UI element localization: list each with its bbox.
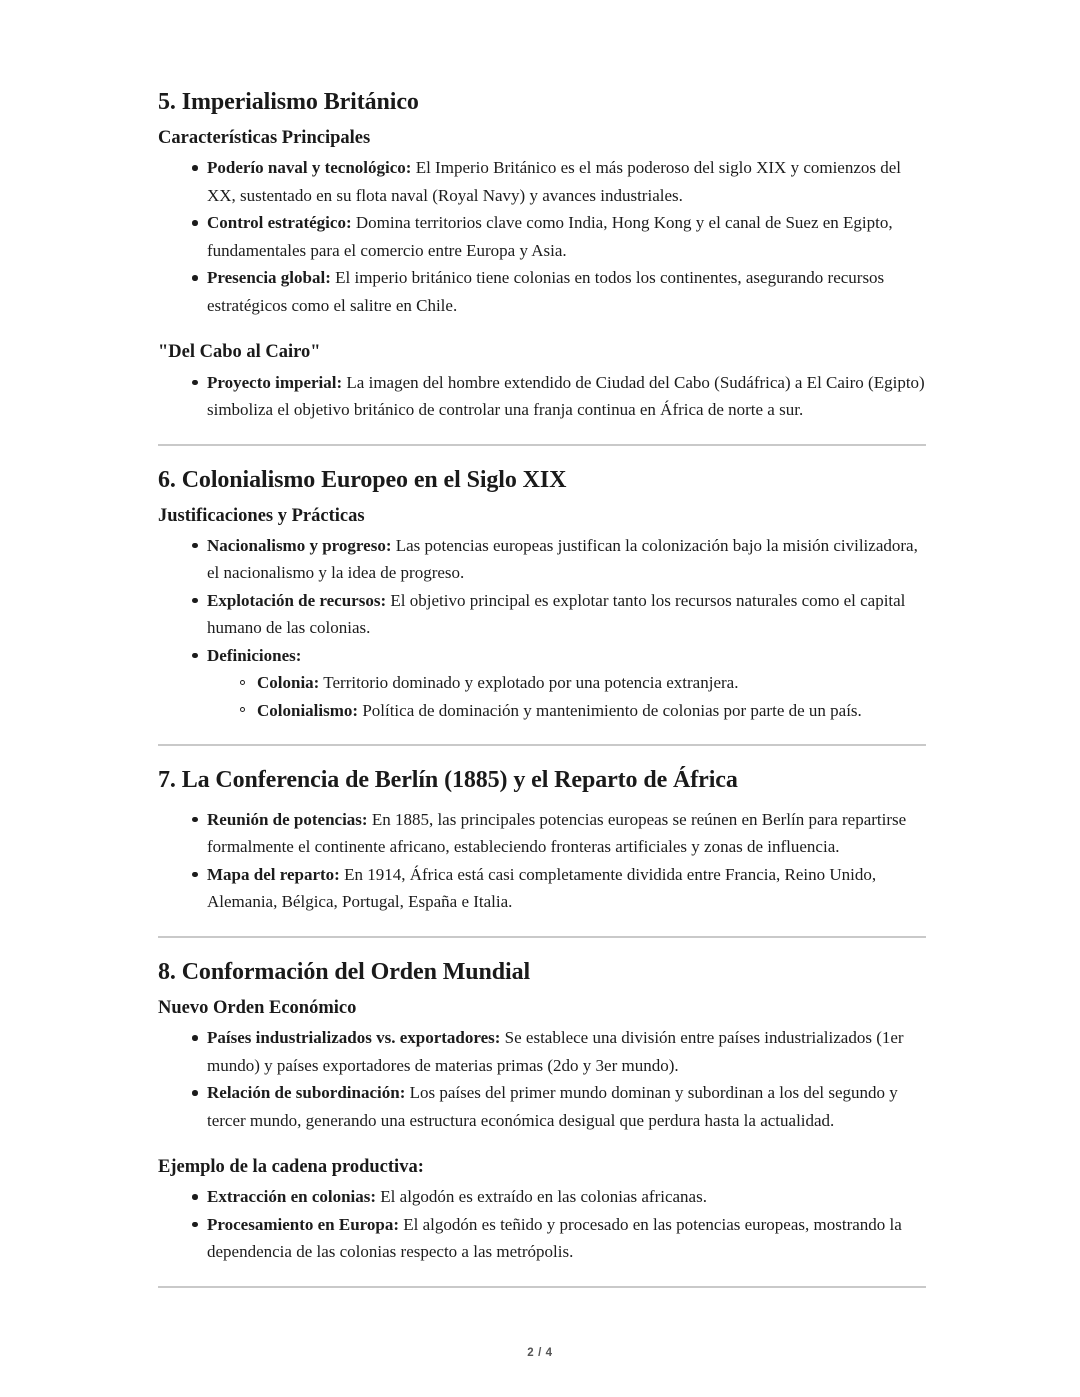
- list-item-text: En 1885, las principales potencias europeas se reúnen en Berlín para repartirse formalmente el continente africano, estableciendo fronteras artificiales y zonas de influencia.: [207, 809, 907, 857]
- list-item-lead: Extracción en colonias:: [207, 1187, 377, 1207]
- list-item-text: Política de dominación y mantenimiento de colonias por parte de un país.: [358, 700, 862, 720]
- list-item-text: El algodón es teñido y procesado en las potencias europeas, mostrando la dependencia de las colonias respecto a las metrópolis.: [207, 1214, 902, 1262]
- list-item-lead: Presencia global:: [207, 268, 331, 288]
- section-title: 5. Imperialismo Británico: [158, 89, 419, 115]
- list-item-lead: Explotación de recursos:: [207, 590, 387, 610]
- nested-bullet-list: [207, 669, 926, 724]
- dot-bullet-icon: [192, 380, 198, 386]
- dot-bullet-icon: [192, 1222, 198, 1228]
- list-item: [158, 1024, 926, 1079]
- section-divider: [158, 744, 926, 746]
- section-title: 6. Colonialismo Europeo en el Siglo XIX: [158, 466, 567, 493]
- subsection-heading: Nuevo Orden Económico: [158, 997, 357, 1018]
- section-title: 7. La Conferencia de Berlín (1885) y el Reparto de África: [158, 767, 738, 794]
- list-item-lead: Nacionalismo y progreso:: [207, 535, 392, 555]
- list-item: [158, 806, 926, 861]
- list-item: [158, 264, 926, 319]
- dot-bullet-icon: [192, 598, 198, 604]
- list-item: [158, 1079, 926, 1134]
- list-item-lead: Procesamiento en Europa:: [207, 1214, 400, 1234]
- dot-bullet-icon: [192, 872, 198, 878]
- section-divider: [158, 444, 926, 446]
- document-section: [158, 466, 926, 725]
- document-body: [158, 88, 926, 1288]
- subsection-heading: Ejemplo de la cadena productiva:: [158, 1157, 424, 1178]
- bullet-list: [158, 532, 926, 725]
- document-section: [158, 766, 926, 915]
- section-title: 8. Conformación del Orden Mundial: [158, 958, 531, 985]
- list-item-text: Los países del primer mundo dominan y subordinan a los del segundo y tercer mundo, generando una estructura económica desigual que perdura hasta la actualidad.: [207, 1083, 898, 1130]
- list-item: [158, 154, 926, 209]
- dot-bullet-icon: [192, 1090, 198, 1096]
- document-section: [158, 88, 926, 424]
- list-item-text: Territorio dominado y explotado por una potencia extranjera.: [319, 673, 739, 693]
- bullet-list: [158, 1024, 926, 1134]
- circle-bullet-icon: [240, 680, 245, 685]
- dot-bullet-icon: [192, 220, 198, 226]
- list-item-text: Las potencias europeas justifican la colonización bajo la misión civilizadora, el nacionalismo y la idea de progreso.: [207, 535, 918, 583]
- subsection-heading: Características Principales: [158, 128, 371, 149]
- list-item-text: El Imperio Británico es el más poderoso del siglo XIX y comienzos del XX, sustentado en su flota naval (Royal Navy) y avances industriales.: [207, 158, 902, 205]
- list-item: [158, 209, 926, 264]
- list-item-nested: [207, 697, 926, 725]
- list-item: [158, 861, 926, 916]
- list-item-lead: Definiciones:: [207, 645, 302, 665]
- list-item-lead: Reunión de potencias:: [207, 809, 368, 829]
- list-item: [158, 369, 926, 424]
- section-divider: [158, 936, 926, 938]
- list-item-text: La imagen del hombre extendido de Ciudad del Cabo (Sudáfrica) a El Cairo (Egipto) simboliza el objetivo británico de controlar una franja continua en África de norte a sur.: [207, 372, 925, 420]
- list-item-text: El imperio británico tiene colonias en todos los continentes, asegurando recursos estratégicos como el salitre en Chile.: [207, 268, 885, 315]
- dot-bullet-icon: [192, 275, 198, 281]
- list-item: [158, 1211, 926, 1266]
- bullet-list: [158, 154, 926, 319]
- list-item: [158, 1183, 926, 1211]
- page-number-footer: 2 / 4: [527, 1347, 553, 1359]
- list-item-lead: Control estratégico:: [207, 213, 352, 233]
- document-section: [158, 958, 926, 1266]
- list-item-lead: Proyecto imperial:: [207, 372, 343, 392]
- list-item-lead: Países industrializados vs. exportadores:: [207, 1028, 501, 1048]
- dot-bullet-icon: [192, 1194, 198, 1200]
- list-item-lead: Colonialismo:: [257, 700, 359, 720]
- bullet-list: [158, 806, 926, 916]
- dot-bullet-icon: [192, 165, 198, 171]
- bullet-list: [158, 1183, 926, 1266]
- list-item-nested: [207, 669, 926, 697]
- list-item: [158, 642, 926, 725]
- list-item: [158, 587, 926, 642]
- dot-bullet-icon: [192, 543, 198, 549]
- list-item-lead: Mapa del reparto:: [207, 864, 340, 884]
- list-item-text: El algodón es extraído en las colonias africanas.: [376, 1187, 707, 1207]
- dot-bullet-icon: [192, 653, 198, 659]
- section-divider: [158, 1286, 926, 1288]
- subsection-heading: "Del Cabo al Cairo": [158, 342, 321, 363]
- circle-bullet-icon: [240, 707, 245, 712]
- list-item-text: El objetivo principal es explotar tanto los recursos naturales como el capital humano de las colonias.: [207, 590, 906, 638]
- subsection-heading: Justificaciones y Prácticas: [158, 505, 365, 526]
- list-item-lead: Relación de subordinación:: [207, 1083, 406, 1103]
- list-item-text: Domina territorios clave como India, Hong Kong y el canal de Suez en Egipto, fundamentales para el comercio entre Europa y Asia.: [207, 213, 893, 260]
- bullet-list: [158, 369, 926, 424]
- list-item: [158, 532, 926, 587]
- dot-bullet-icon: [192, 1035, 198, 1041]
- dot-bullet-icon: [192, 817, 198, 823]
- list-item-lead: Poderío naval y tecnológico:: [207, 158, 412, 178]
- list-item-text: En 1914, África está casi completamente dividida entre Francia, Reino Unido, Alemania, Bélgica, Portugal, España e Italia.: [207, 864, 877, 912]
- list-item-text: Se establece una división entre países industrializados (1er mundo) y países exportadores de materias primas (2do y 3er mundo).: [207, 1028, 904, 1075]
- list-item-lead: Colonia:: [257, 673, 320, 693]
